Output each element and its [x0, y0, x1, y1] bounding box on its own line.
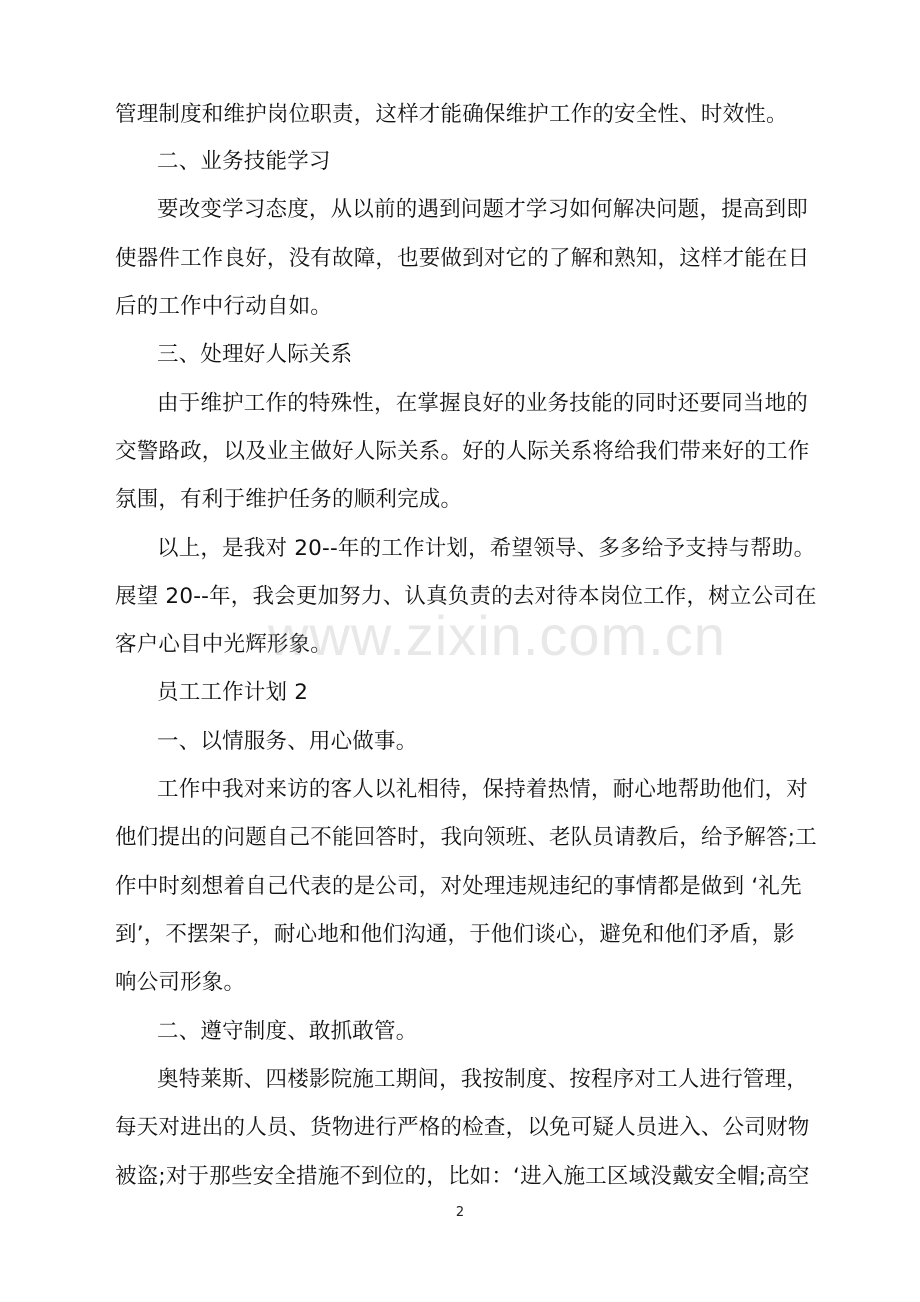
text-line: 以上，是我对 20--年的工作计划，希望领导、多多给予支持与帮助。 [157, 536, 816, 561]
text-line: 工作中我对来访的客人以礼相待，保持着热情，耐心地帮助他们，对 [157, 777, 809, 802]
text-line: 响公司形象。 [115, 970, 246, 995]
document-title: 员工工作计划 2 [157, 680, 309, 705]
text-line: 客户心目中光辉形象。 [115, 632, 333, 657]
text-line: 展望 20--年，我会更加努力、认真负责的去对待本岗位工作，树立公司在 [115, 584, 817, 609]
section-heading: 一、以情服务、用心做事。 [157, 729, 418, 754]
text-line: 被盗;对于那些安全措施不到位的，比如：‘进入施工区域没戴安全帽;高空 [115, 1164, 810, 1189]
watermark: www.zixin.com.cn [268, 604, 726, 667]
text-line: 使器件工作良好，没有故障，也要做到对它的了解和熟知，这样才能在日 [115, 246, 810, 271]
text-line: 由于维护工作的特殊性，在掌握良好的业务技能的同时还要同当地的 [157, 391, 809, 416]
text-line: 要改变学习态度，从以前的遇到问题才学习如何解决问题，提高到即 [157, 197, 809, 222]
section-heading: 二、业务技能学习 [157, 149, 331, 174]
text-line: 奥特莱斯、四楼影院施工期间，我按制度、按程序对工人进行管理， [157, 1067, 809, 1092]
text-line: 到’，不摆架子，耐心地和他们沟通，于他们谈心，避免和他们矛盾，影 [115, 922, 795, 947]
section-heading: 二、遵守制度、敢抓敢管。 [157, 1019, 418, 1044]
text-line: 交警路政，以及业主做好人际关系。好的人际关系将给我们带来好的工作 [115, 439, 810, 464]
section-heading: 三、处理好人际关系 [157, 342, 353, 367]
text-line: 作中时刻想着自己代表的是公司，对处理违规违纪的事情都是做到 ‘礼先 [115, 874, 802, 899]
text-line: 每天对进出的人员、货物进行严格的检查，以免可疑人员进入、公司财物 [115, 1115, 810, 1140]
text-line: 后的工作中行动自如。 [115, 294, 333, 319]
text-line: 他们提出的问题自己不能回答时，我向领班、老队员请教后，给予解答;工 [115, 825, 817, 850]
page-number: 2 [455, 1205, 465, 1220]
text-line: 管理制度和维护岗位职责，这样才能确保维护工作的安全性、时效性。 [115, 102, 788, 127]
text-line: 氛围，有利于维护任务的顺利完成。 [115, 487, 463, 512]
